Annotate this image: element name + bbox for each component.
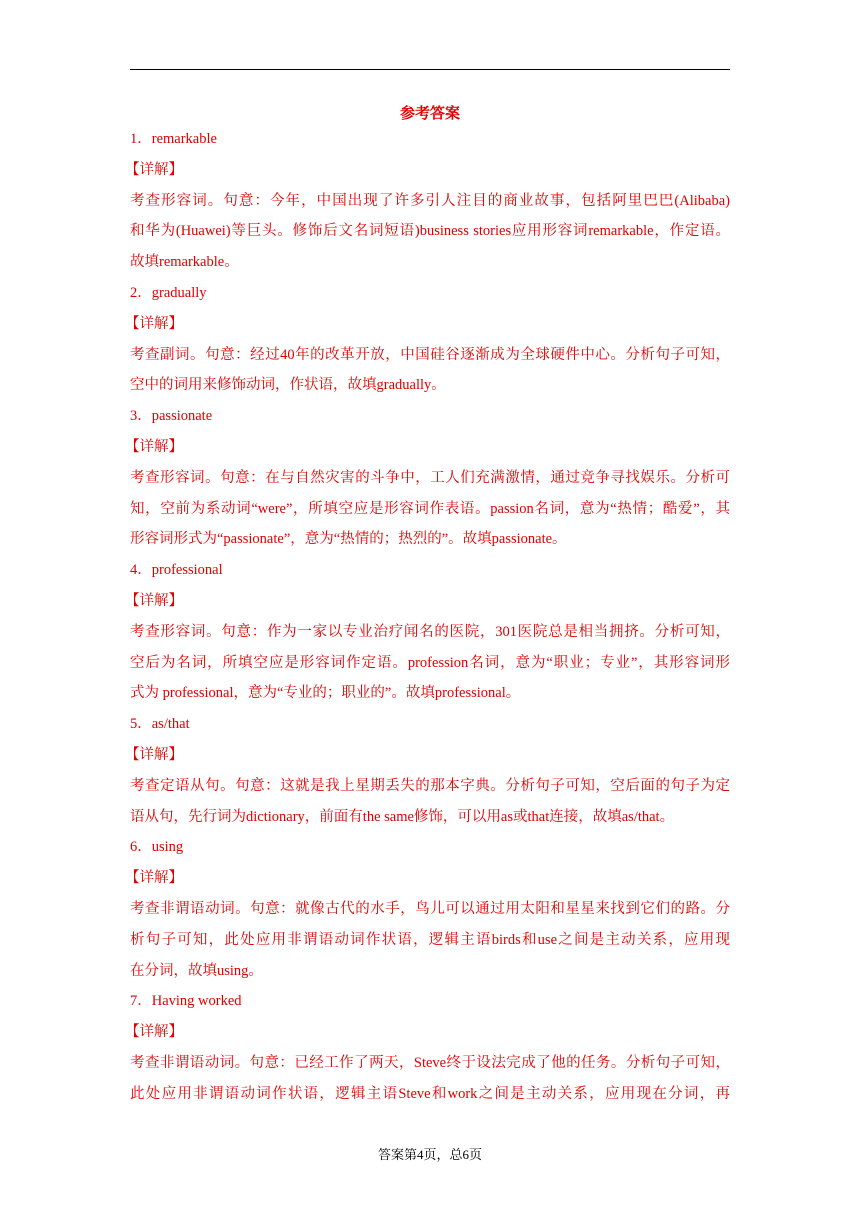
explanation-7-line-2: 此处应用非谓语动词作状语，逻辑主语Steve和work之间是主动关系，应用现在分词，再	[130, 1085, 730, 1102]
answer-1: 1．remarkable	[130, 131, 217, 147]
explanation-1-line-2: 和华为(Huawei)等巨头。修饰后文名词短语)business stories应用形容词remarkable，作定语。	[130, 223, 730, 240]
header-rule	[130, 69, 730, 70]
detail-label-5: 【详解】	[125, 746, 183, 763]
explanation-4-line-2: 空后为名词，所填空应是形容词作定语。profession名词，意为“职业；专业”，其形容词形	[130, 654, 730, 671]
detail-label-6: 【详解】	[125, 870, 183, 887]
answer-list	[125, 124, 730, 1110]
explanation-5-line-1: 考查定语从句。句意：这就是我上星期丢失的那本字典。分析句子可知，空后面的句子为定	[130, 777, 730, 794]
explanation-4-line-3: 式为 professional，意为“专业的；职业的”。故填professional。	[130, 685, 521, 702]
page-title: 参考答案	[399, 106, 460, 122]
detail-label-3: 【详解】	[125, 438, 183, 455]
explanation-1-line-1: 考查形容词。句意：今年，中国出现了许多引人注目的商业故事，包括阿里巴巴(Alibaba)	[130, 192, 730, 209]
explanation-6-line-2: 析句子可知，此处应用非谓语动词作状语，逻辑主语birds和use之间是主动关系，应用现	[130, 931, 730, 948]
explanation-2-line-1: 考查副词。句意：经过40年的改革开放，中国硅谷逐渐成为全球硬件中心。分析句子可知，	[130, 346, 730, 363]
explanation-5-line-2: 语从句，先行词为dictionary，前面有the same修饰，可以用as或that连接，故填as/that。	[130, 808, 675, 825]
detail-label-7: 【详解】	[125, 1024, 183, 1041]
explanation-3-line-3: 形容词形式为“passionate”，意为“热情的；热烈的”。故填passionate。	[130, 531, 567, 548]
answer-2: 2．gradually	[130, 284, 207, 301]
page-footer: 答案第4页，总6页	[377, 1147, 482, 1162]
answer-7: 7．Having worked	[130, 993, 242, 1010]
explanation-3-line-1: 考查形容词。句意：在与自然灾害的斗争中，工人们充满激情，通过竞争寻找娱乐。分析可	[130, 469, 730, 486]
explanation-1-line-3: 故填remarkable。	[130, 254, 239, 271]
detail-label-1: 【详解】	[125, 161, 183, 178]
answer-3: 3．passionate	[130, 408, 213, 425]
answer-6: 6．using	[130, 839, 184, 856]
detail-label-4: 【详解】	[125, 592, 183, 609]
explanation-6-line-3: 在分词，故填using。	[130, 962, 263, 979]
explanation-7-line-1: 考查非谓语动词。句意：已经工作了两天，Steve终于设法完成了他的任务。分析句子可知，	[130, 1054, 730, 1071]
explanation-3-line-2: 知，空前为系动词“were”，所填空应是形容词作表语。passion名词，意为“热情；酷爱”，其	[130, 500, 730, 517]
answer-5: 5．as/that	[130, 716, 190, 733]
explanation-4-line-1: 考查形容词。句意：作为一家以专业治疗闻名的医院，301医院总是相当拥挤。分析可知，	[130, 623, 730, 640]
detail-label-2: 【详解】	[125, 315, 183, 332]
explanation-2-line-2: 空中的词用来修饰动词，作状语，故填gradually。	[130, 377, 446, 394]
explanation-6-line-1: 考查非谓语动词。句意：就像古代的水手，鸟儿可以通过用太阳和星星来找到它们的路。分	[130, 900, 730, 917]
answer-4: 4．professional	[130, 562, 223, 579]
